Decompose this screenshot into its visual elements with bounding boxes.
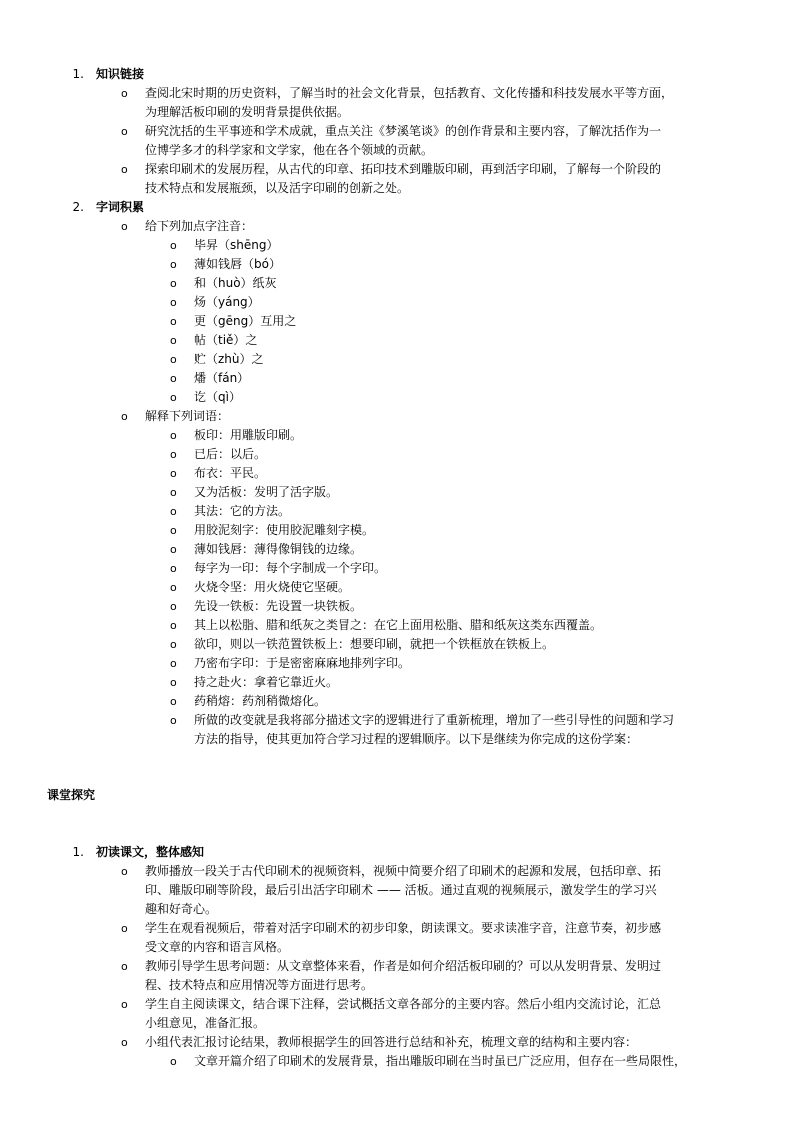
section-title: 知识链接 xyxy=(96,67,145,81)
bullet-icon: o xyxy=(170,486,177,499)
list-item-text: 炀（yáng） xyxy=(194,295,260,309)
list-item-text: 薄如钱唇（bó） xyxy=(194,257,281,271)
list-item-text: 趣和好奇心。 xyxy=(145,902,218,916)
bullet-icon: o xyxy=(170,581,177,594)
bullet-icon: o xyxy=(170,676,177,689)
list-item-text: 帖（tiě）之 xyxy=(194,333,258,347)
list-item-text: 学生在观看视频后，带着对活字印刷术的初步印象，朗读课文。要求读准字音，注意节奏，初步感 xyxy=(145,921,662,935)
sub-list-label: 给下列加点字注音： xyxy=(145,219,254,233)
bullet-icon: o xyxy=(170,714,177,727)
bullet-icon: o xyxy=(121,1036,128,1049)
list-item-text: 小组意见，准备汇报。 xyxy=(145,1016,266,1030)
bullet-icon: o xyxy=(121,163,128,176)
bullet-icon: o xyxy=(170,448,177,461)
list-item-text: 火烧令坚：用火烧使它坚硬。 xyxy=(194,580,351,594)
bullet-icon: o xyxy=(121,410,128,423)
bullet-icon: o xyxy=(170,296,177,309)
section-heading: 课堂探究 xyxy=(47,788,96,802)
list-item-text: 其法：它的方法。 xyxy=(194,504,291,518)
list-item-text: 技术特点和发展瓶颈，以及活字印刷的创新之处。 xyxy=(145,181,410,195)
list-item-text: 每字为一印：每个字制成一个字印。 xyxy=(194,561,387,575)
bullet-icon: o xyxy=(170,315,177,328)
list-item-text: 药稍熔：药剂稍微熔化。 xyxy=(194,694,327,708)
bullet-icon: o xyxy=(121,125,128,138)
list-item-text: 已后：以后。 xyxy=(194,447,267,461)
list-number: 2. xyxy=(72,200,84,214)
bullet-icon: o xyxy=(121,922,128,935)
bullet-icon: o xyxy=(170,353,177,366)
list-item-text: 先设一铁板：先设置一块铁板。 xyxy=(194,599,363,613)
list-item-text: 研究沈括的生平事迹和学术成就，重点关注《梦溪笔谈》的创作背景和主要内容，了解沈括作为一 xyxy=(145,124,662,138)
bullet-icon: o xyxy=(170,277,177,290)
list-item-text: 板印：用雕版印刷。 xyxy=(194,428,303,442)
list-item-text: 薄如钱唇：薄得像铜钱的边缘。 xyxy=(194,542,363,556)
list-item-text: 更（gēng）互用之 xyxy=(194,314,297,328)
bullet-icon: o xyxy=(170,619,177,632)
bullet-icon: o xyxy=(170,543,177,556)
bullet-icon: o xyxy=(170,391,177,404)
bullet-icon: o xyxy=(121,220,128,233)
list-item-text: 查阅北宋时期的历史资料，了解当时的社会文化背景，包括教育、文化传播和科技发展水平等方面， xyxy=(145,86,674,100)
bullet-icon: o xyxy=(170,372,177,385)
bullet-icon: o xyxy=(170,695,177,708)
list-item-text: 和（huò）纸灰 xyxy=(194,276,277,290)
bullet-icon: o xyxy=(170,562,177,575)
bullet-icon: o xyxy=(170,638,177,651)
list-item-text: 受文章的内容和语言风格。 xyxy=(145,940,290,954)
bullet-icon: o xyxy=(170,1055,177,1068)
list-item-text: 教师引导学生思考问题：从文章整体来看，作者是如何介绍活板印刷的？可以从发明背景、发明过 xyxy=(145,959,662,973)
list-item-text: 程、技术特点和应用情况等方面进行思考。 xyxy=(145,978,374,992)
list-item-text: 其上以松脂、腊和纸灰之类冒之：在它上面用松脂、腊和纸灰这类东西覆盖。 xyxy=(194,618,603,632)
list-item-text: 贮（zhù）之 xyxy=(194,352,264,366)
list-item-text: 燔（fán） xyxy=(194,371,250,385)
list-item-text: 用胶泥刻字：使用胶泥雕刻字模。 xyxy=(194,523,375,537)
list-item-text: 方法的指导，使其更加符合学习过程的逻辑顺序。以下是继续为你完成的这份学案： xyxy=(194,732,639,746)
bullet-icon: o xyxy=(170,334,177,347)
bullet-icon: o xyxy=(170,657,177,670)
list-item-text: 学生自主阅读课文，结合课下注释，尝试概括文章各部分的主要内容。然后小组内交流讨论，汇总 xyxy=(145,997,662,1011)
section-title: 字词积累 xyxy=(96,200,145,214)
list-item-text: 毕昇（shēng） xyxy=(194,238,279,252)
list-item-text: 小组代表汇报讨论结果，教师根据学生的回答进行总结和补充，梳理文章的结构和主要内容： xyxy=(145,1035,638,1049)
list-item-text: 所做的改变就是我将部分描述文字的逻辑进行了重新梳理，增加了一些引导性的问题和学习 xyxy=(194,713,675,727)
bullet-icon: o xyxy=(170,505,177,518)
list-number: 1. xyxy=(72,67,84,81)
list-item-text: 印、雕版印刷等阶段，最后引出活字印刷术 —— 活板。通过直观的视频展示，激发学生的学习兴 xyxy=(145,883,657,897)
bullet-icon: o xyxy=(170,600,177,613)
list-item-text: 又为活板：发明了活字版。 xyxy=(194,485,339,499)
bullet-icon: o xyxy=(170,429,177,442)
bullet-icon: o xyxy=(170,239,177,252)
list-item-text: 布衣：平民。 xyxy=(194,466,267,480)
list-item-text: 位博学多才的科学家和文学家，他在各个领域的贡献。 xyxy=(145,143,434,157)
section-title: 初读课文，整体感知 xyxy=(96,845,205,859)
bullet-icon: o xyxy=(121,998,128,1011)
list-item-text: 讫（qì） xyxy=(194,390,241,404)
list-number: 1. xyxy=(72,845,84,859)
list-item-text: 文章开篇介绍了印刷术的发展背景，指出雕版印刷在当时虽已广泛应用，但存在一些局限性， xyxy=(194,1054,687,1068)
bullet-icon: o xyxy=(170,467,177,480)
bullet-icon: o xyxy=(121,865,128,878)
list-item-text: 探索印刷术的发展历程，从古代的印章、拓印技术到雕版印刷，再到活字印刷，了解每一个阶段的 xyxy=(145,162,662,176)
list-item-text: 欲印，则以一铁范置铁板上：想要印刷，就把一个铁框放在铁板上。 xyxy=(194,637,555,651)
list-item-text: 乃密布字印：于是密密麻麻地排列字印。 xyxy=(194,656,411,670)
bullet-icon: o xyxy=(170,524,177,537)
bullet-icon: o xyxy=(121,87,128,100)
sub-list-label: 解释下列词语： xyxy=(145,409,230,423)
list-item-text: 教师播放一段关于古代印刷术的视频资料，视频中简要介绍了印刷术的起源和发展，包括印章、拓 xyxy=(145,864,662,878)
bullet-icon: o xyxy=(121,960,128,973)
bullet-icon: o xyxy=(170,258,177,271)
list-item-text: 为理解活板印刷的发明背景提供依据。 xyxy=(145,105,350,119)
list-item-text: 持之赴火：拿着它靠近火。 xyxy=(194,675,339,689)
